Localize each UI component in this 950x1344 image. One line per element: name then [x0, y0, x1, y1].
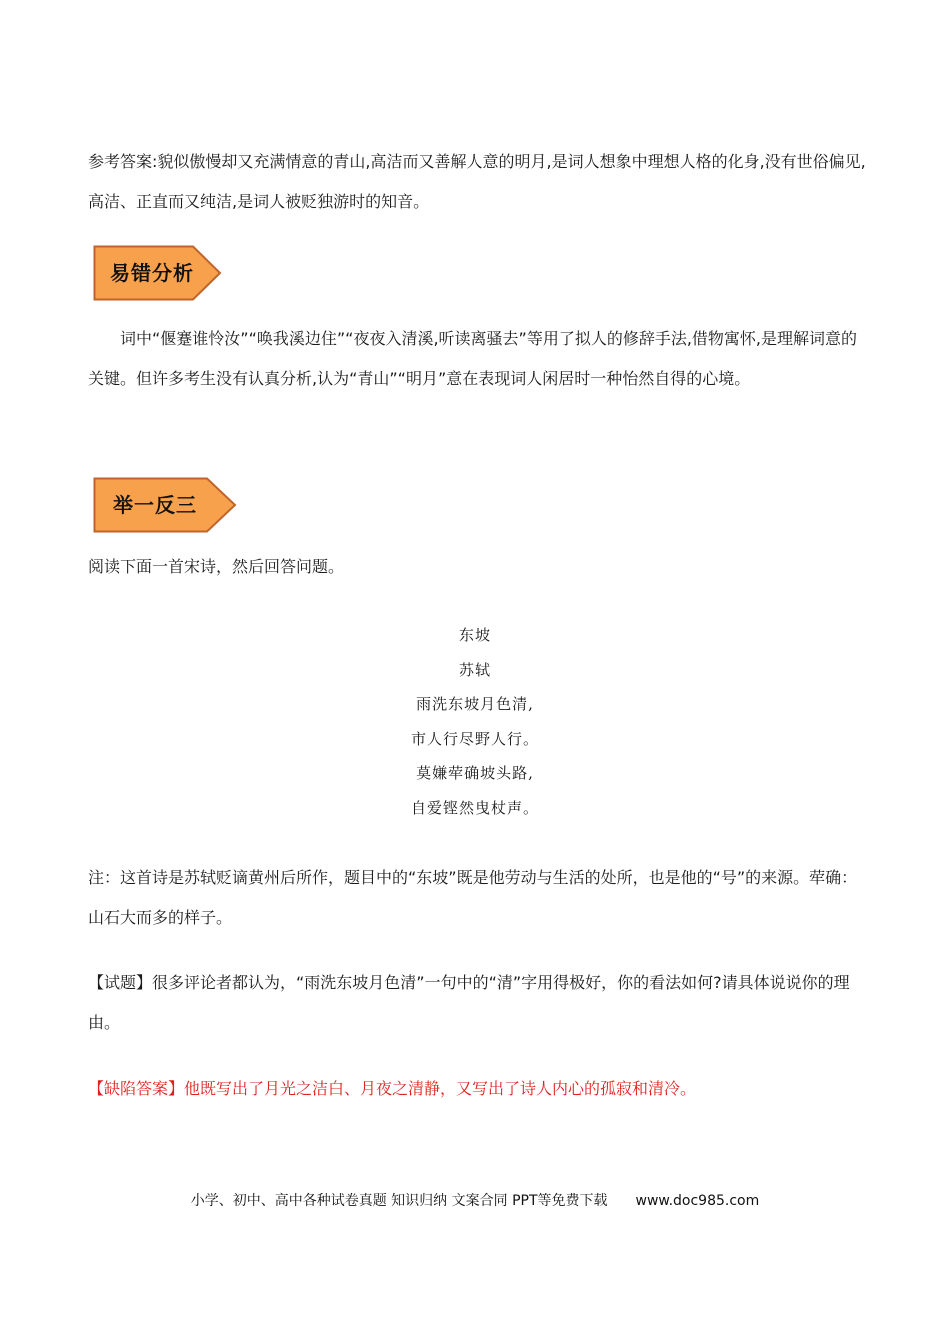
page-footer — [0, 1190, 950, 1212]
section-banner-title: 易错分析 — [110, 261, 194, 285]
footer-text: 小学、初中、高中各种试卷真题 知识归纳 文案合同 PPT等免费下载 — [190, 1193, 608, 1209]
section-banner-error-analysis — [93, 245, 223, 301]
poem-author: 苏轼 — [458, 660, 491, 679]
error-analysis-text: 词中“偃蹇谁怜汝”“唤我溪边住”“夜夜入清溪,听读离骚去”等用了拟人的修辞手法,借物寓怀,是理解词意的关键。但许多考生没有认真分析,认为“青山”“明月”意在表现词人闲居时一种怡然自得的心境。 — [88, 329, 857, 388]
poem-note-text: 注：这首诗是苏轼贬谪黄州后所作，题目中的“东坡”既是他劳动与生活的处所，也是他的“号”的来源。荦确：山石大而多的样子。 — [88, 868, 858, 927]
poem-line: 自爱铿然曳杖声。 — [410, 798, 539, 817]
flawed-answer-text: 【缺陷答案】他既写出了月光之洁白、月夜之清静，又写出了诗人内心的孤寂和清冷。 — [88, 1079, 697, 1098]
reference-answer-text: 参考答案:貌似傲慢却又充满情意的青山,高洁而又善解人意的明月,是词人想象中理想人格的化身,没有世俗偏见,高洁、正直而又纯洁,是词人被贬独游时的知音。 — [88, 152, 866, 211]
poem-line: 雨洗东坡月色清, — [416, 695, 534, 713]
section-banner-practice — [93, 477, 238, 533]
footer-url[interactable]: www.doc985.com — [635, 1193, 760, 1209]
poem-block — [0, 618, 950, 825]
practice-intro-text: 阅读下面一首宋诗，然后回答问题。 — [88, 557, 345, 576]
question-text: 【试题】很多评论者都认为，“雨洗东坡月色清”一句中的“清”字用得极好，你的看法如何?请具体说说你的理由。 — [88, 973, 850, 1032]
section-banner-title: 举一反三 — [113, 493, 197, 517]
poem-line: 市人行尽野人行。 — [410, 729, 539, 748]
poem-title: 东坡 — [458, 626, 491, 644]
poem-line: 莫嫌荦确坡头路, — [416, 764, 534, 782]
